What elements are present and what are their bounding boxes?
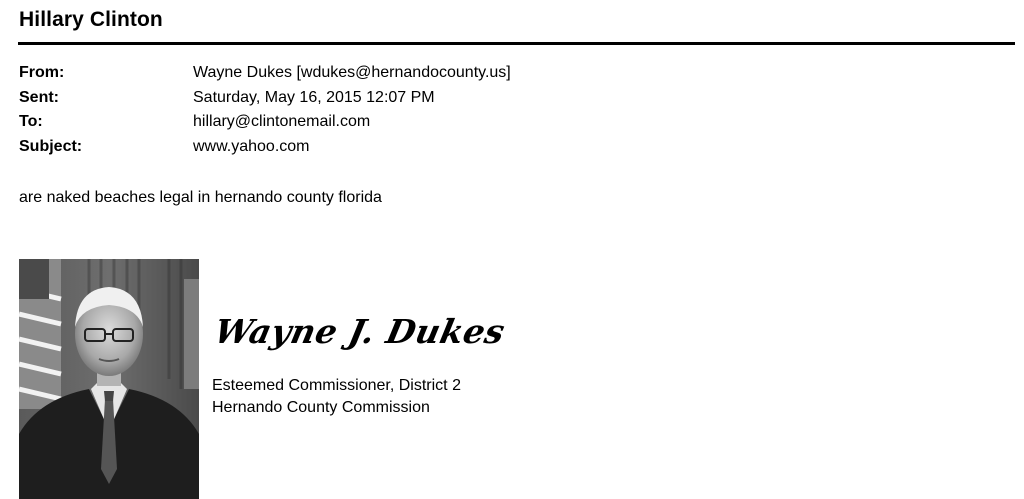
- sent-label: Sent:: [19, 88, 59, 106]
- signature-name: Wayne J. Dukes: [211, 312, 509, 351]
- signature-title: Esteemed Commissioner, District 2: [212, 377, 461, 394]
- document-title: Hillary Clinton: [19, 8, 163, 31]
- signature-photo: [19, 259, 199, 499]
- to-label: To:: [19, 113, 43, 130]
- subject-label: Subject:: [19, 137, 83, 155]
- title-divider: [18, 42, 1015, 45]
- from-value: Wayne Dukes [wdukes@hernandocounty.us]: [193, 64, 511, 81]
- sent-value: Saturday, May 16, 2015 12:07 PM: [193, 88, 435, 106]
- portrait-image: [19, 259, 199, 499]
- signature-organization: Hernando County Commission: [212, 399, 430, 416]
- subject-value: www.yahoo.com: [193, 137, 310, 155]
- to-value: hillary@clintonemail.com: [193, 113, 371, 130]
- from-label: From:: [19, 64, 65, 81]
- email-body: are naked beaches legal in hernando county florida: [19, 189, 382, 206]
- flag-icon: [19, 259, 61, 409]
